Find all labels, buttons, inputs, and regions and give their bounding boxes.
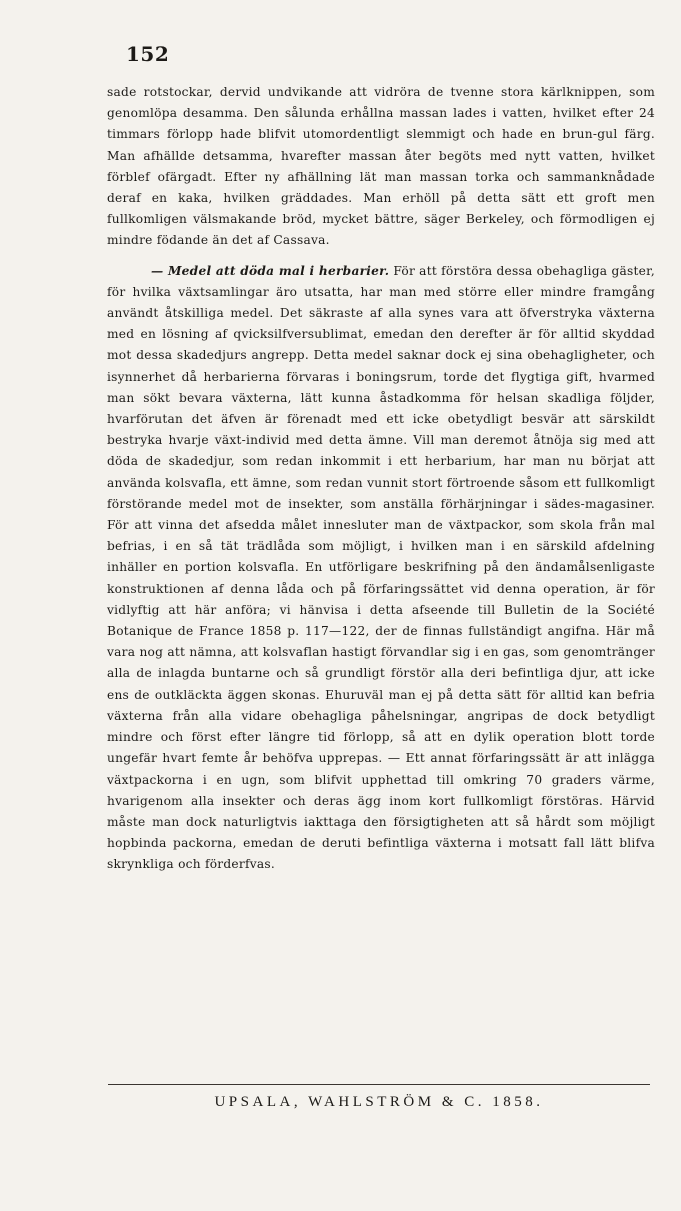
imprint-city: UPSALA, (214, 1094, 302, 1110)
paragraph-text: sade rotstockar, dervid undvikande att vidröra de tvenne stora kärlknippen, som genomlöpa desamma. Den sålunda erhållna massan lades i vatten, hvilket efter 24 timmars förlopp hade blifvit utomordentligt slemmigt och hade en brun-gul färg. Man afhällde detsamma, hvarefter massan åter begöts med nytt vatten, hvilket förblef ofärgadt. Efter ny afhällning lät man massan torka och sammanknådade deraf en kaka, hvilken gräddades. Man erhöll på detta sätt ett groft men fullkomligen välsmakande bröd, mycket bättre, säger Berkeley, och förmodligen ej mindre födande än det af Cassava. (107, 85, 655, 248)
body-text (107, 82, 655, 876)
paragraph-herbarium-moths (107, 261, 655, 876)
imprint-printer: WAHLSTRÖM (308, 1094, 435, 1110)
imprint-year: 1858. (492, 1094, 544, 1110)
paragraph-bread (107, 82, 655, 252)
printer-imprint (108, 1094, 650, 1111)
imprint-company: C. (464, 1094, 486, 1110)
footer-rule (108, 1084, 650, 1085)
section-heading: — Medel att döda mal i herbarier. (151, 263, 390, 278)
page-number: 152 (126, 42, 170, 66)
imprint-ampersand: & (441, 1094, 457, 1110)
paragraph-text: För att förstöra dessa obehagliga gäster, för hvilka växtsamlingar äro utsatta, har man med större eller mindre framgång användt åtskilliga medel. Det säkraste af alla synes vara att öfverstryka växterna med en lösning af qvicksilfversublimat, emedan den derefter är för alltid skyddad mot dessa skadedjurs angrepp. Detta medel saknar dock ej sina obehagligheter, och isynnerhet då herbarierna förvaras i boningsrum, torde det flygtiga gift, hvarmed man sökt bevara växterna, lätt kunna åstadkomma för helsan skadliga följder, hvarförutan det äfven är förenadt med ett icke obetydligt besvär att särskildt bestryka hvarje växt-individ med detta ämne. Vill man deremot åtnöja sig med att döda de skadedjur, som redan inkommit i ett herbarium, har man nu börjat att använda kolsvafla, ett ämne, som redan vunnit stort förtroende såsom ett fullkomligt förstörande medel mot de insekter, som anställa förhärjningar i sädes-magasiner. För att vinna det afsedda målet innesluter man de växtpackor, som skola från mal befrias, i en så tät trädlåda som möjligt, i hvilken man i en särskild afdelning inhäller en portion kolsvafla. En utförligare beskrifning på den ändamålsenligaste konstruktionen af denna låda och på förfaringssättet vid denna operation, är för vidlyftig att här anföra; vi hänvisa i detta afseende till Bulletin de la Société Botanique de France 1858 p. 117—122, der de finnas fullständigt angifna. Här må vara nog att nämna, att kolsvaflan hastigt förvandlar sig i en gas, som genomtränger alla de inlagda buntarne och så grundligt förstör alla deri befintliga djur, att icke ens de outkläckta äggen skonas. Ehuruväl man ej på detta sätt för alltid kan befria växterna från alla vidare obehagliga påhelsningar, angripas de dock betydligt mindre och först efter längre tid förlopp, så att en dylik operation blott torde ungefär hvart femte år behöfva upprepas. — Ett annat förfaringssätt är att inlägga växtpackorna i en ugn, som blifvit upphettad till omkring 70 graders värme, hvarigenom alla insekter och deras ägg inom kort fullkomligt förstöras. Härvid måste man dock naturligtvis iakttaga den försigtigheten att så hårdt som möjligt hopbinda packorna, emedan de deruti befintliga växterna i motsatt fall lätt blifva skrynkliga och förderfvas. (107, 263, 655, 872)
